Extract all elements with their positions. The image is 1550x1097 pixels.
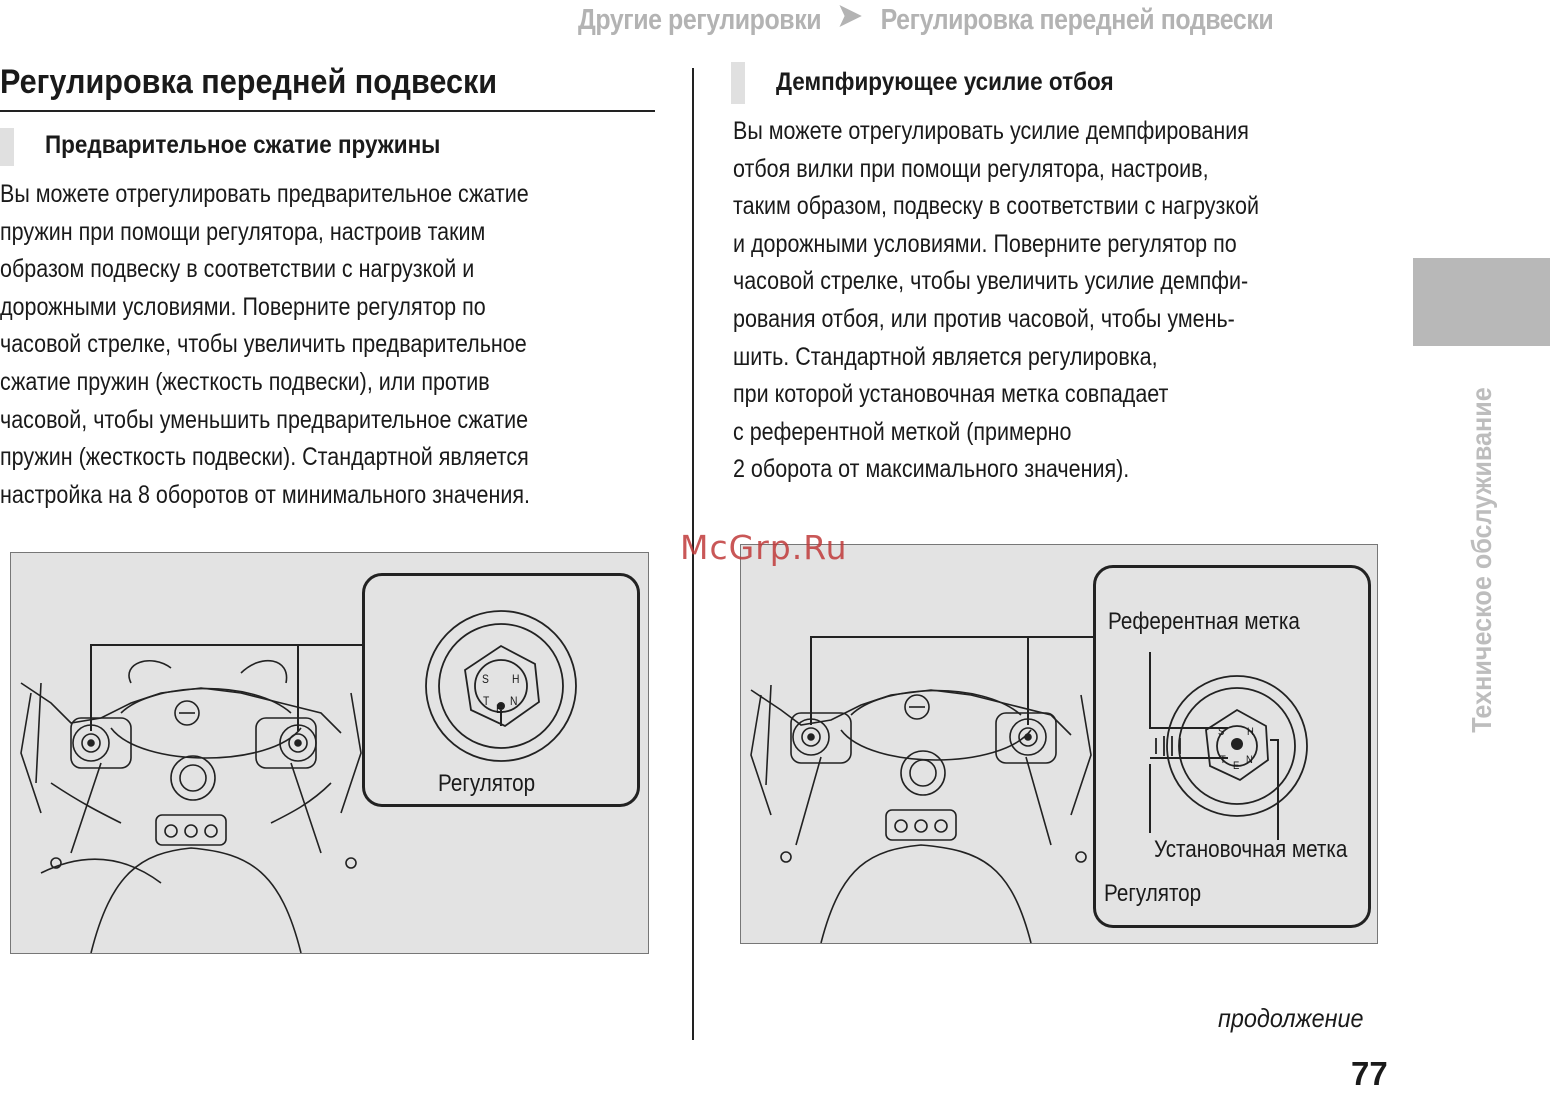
dial-letter-e: E bbox=[1233, 760, 1240, 772]
right-adjuster-label: Регулятор bbox=[1104, 880, 1202, 907]
dial-letter-s: S bbox=[482, 672, 489, 686]
right-heading-bar bbox=[731, 62, 745, 104]
setting-mark-label: Установочная метка bbox=[1154, 836, 1348, 863]
dial-letter-s: S bbox=[1218, 726, 1225, 738]
side-tab-label: Техническое обслуживание bbox=[1466, 387, 1497, 733]
left-heading-bar bbox=[0, 128, 14, 166]
watermark: McGrp.Ru bbox=[680, 528, 848, 567]
dial-letter-n: N bbox=[510, 694, 518, 708]
dial-letter-t: T bbox=[483, 694, 490, 708]
breadcrumb-current: Регулировка передней подвески bbox=[880, 4, 1274, 37]
dial-letter-h: H bbox=[512, 672, 520, 686]
left-inset bbox=[362, 573, 640, 807]
page-title: Регулировка передней подвески bbox=[0, 63, 498, 101]
continuation-note: продолжение bbox=[1218, 1003, 1364, 1033]
dial-letter-n: N bbox=[1246, 754, 1253, 766]
breadcrumb-arrow-icon bbox=[840, 2, 862, 35]
left-heading: Предварительное сжатие пружины bbox=[45, 131, 441, 159]
reference-mark-label: Референтная метка bbox=[1108, 608, 1300, 635]
title-rule bbox=[0, 110, 655, 112]
page-number: 77 bbox=[1351, 1055, 1388, 1092]
breadcrumb-parent: Другие регулировки bbox=[578, 4, 822, 37]
left-body-text: Вы можете отрегулировать предварительное сжатие пружин при помощи регулятора, настроив таким образом подвеску в соответствии с нагрузкой и дорожными условиями. Поверните регулятор по часовой стрелке, чтобы увеличить предварительное сжатие пружин (жесткость подвески), или против часовой, чтобы уменьшить предварительное сжатие пружин (жесткость подвески). Стандартной является настройка на 8 оборотов от минимального значения. bbox=[0, 180, 531, 509]
right-body-text: Вы можете отрегулировать усилие демпфирования отбоя вилки при помощи регулятора, настроив, таким образом, подвеску в соответствии с нагрузкой и дорожными условиями. Поверните регулятор по часовой стрелке, чтобы увеличить усилие демпфи- рования отбоя, или против часовой, чтобы умень- шить. Стандартной является регулировка, при которой установочная метка совпадает с референтной меткой (примерно 2 оборота от максимального значения). bbox=[733, 117, 1259, 484]
right-inset bbox=[1093, 565, 1371, 928]
right-heading: Демпфирующее усилие отбоя bbox=[776, 68, 1114, 96]
dial-letter-e: E bbox=[496, 702, 503, 716]
breadcrumb bbox=[578, 2, 1273, 41]
dial-letter-t: T bbox=[1220, 754, 1226, 766]
side-tab bbox=[1413, 258, 1550, 346]
dial-letter-h: H bbox=[1247, 726, 1254, 738]
left-adjuster-label: Регулятор bbox=[438, 770, 536, 797]
